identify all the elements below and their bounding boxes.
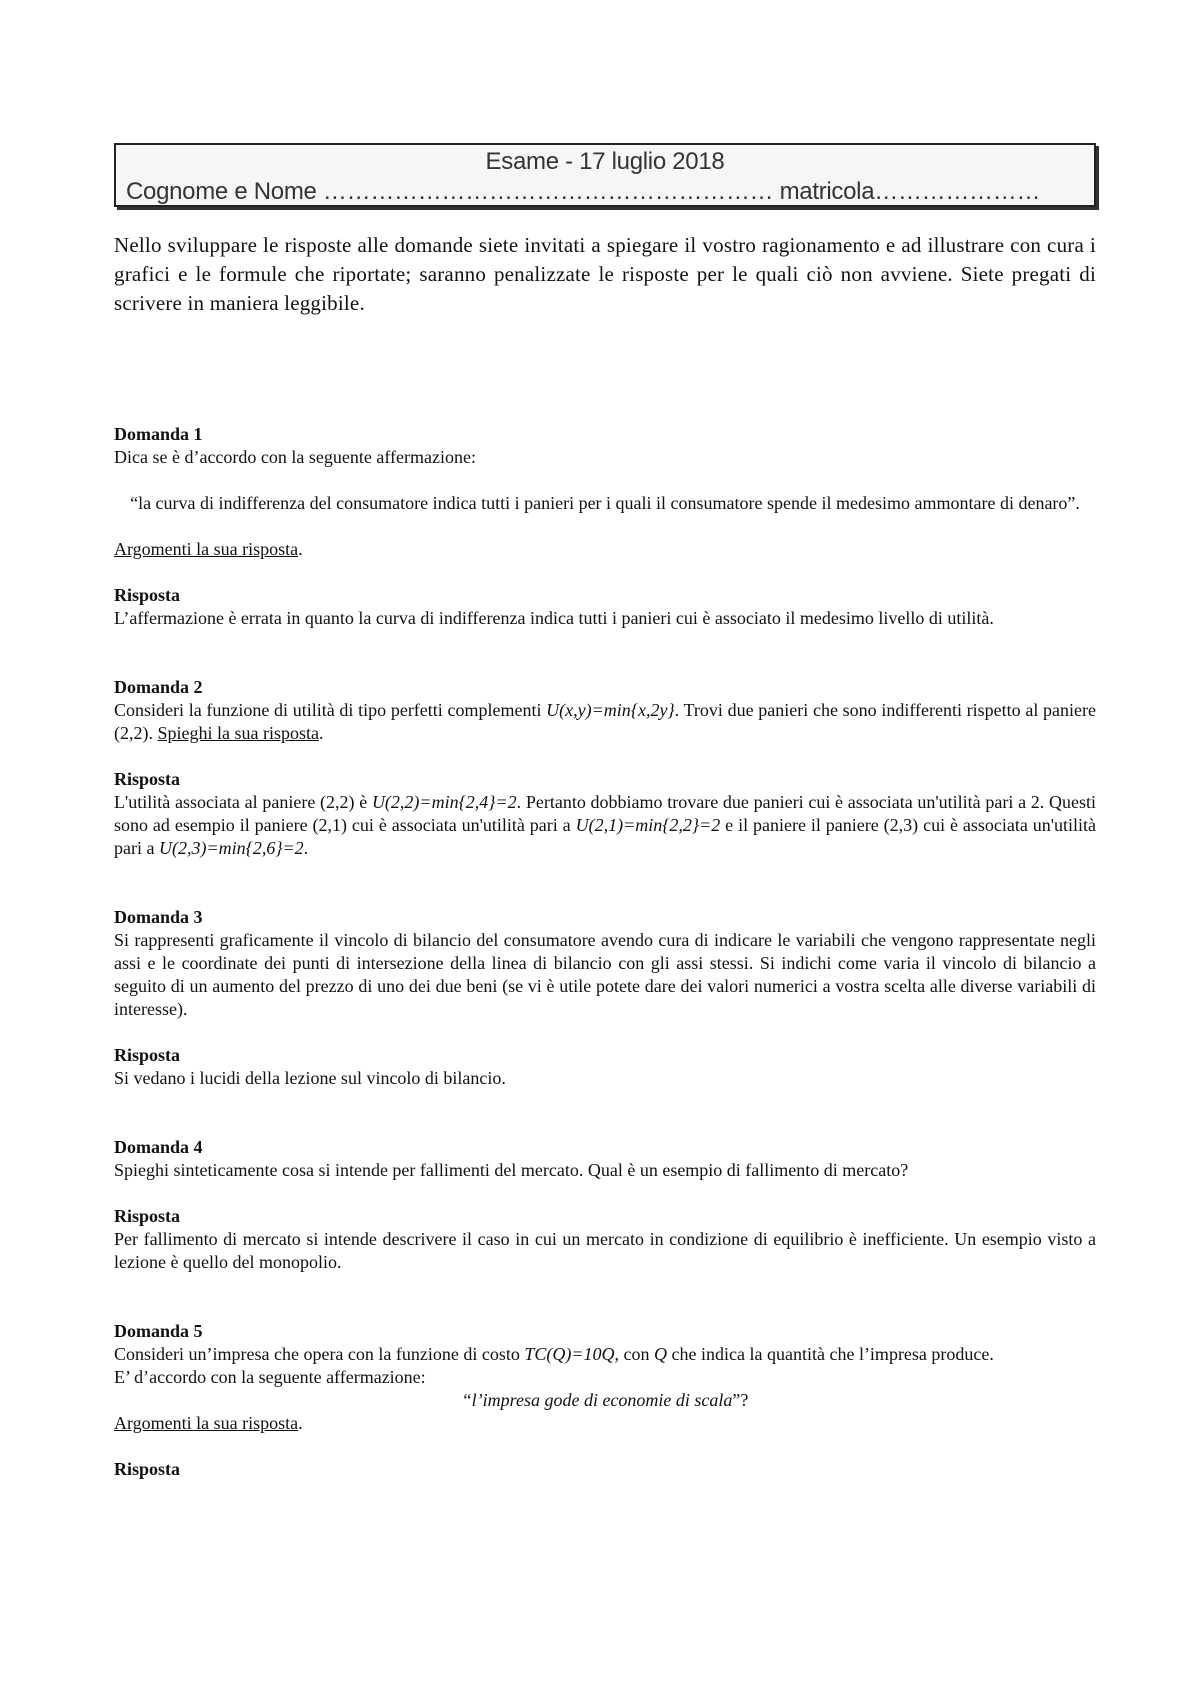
question-1-title: Domanda 1	[114, 424, 203, 444]
question-4-title: Domanda 4	[114, 1137, 203, 1157]
question-2-instruction: Spieghi la sua risposta	[157, 723, 319, 743]
question-2-title: Domanda 2	[114, 677, 203, 697]
question-2-text: Consideri la funzione di utilità di tipo perfetti complementi U(x,y)=min{x,2y}. Trovi due panieri che sono indifferenti rispetto al paniere (2,2). Spieghi la sua risposta.	[114, 700, 1096, 743]
answer-3-title: Risposta	[114, 1045, 181, 1065]
instructions-paragraph: Nello sviluppare le risposte alle domande siete invitati a spiegare il vostro ragionamento e ad illustrare con cura i grafici e le formule che riportate; saranno penalizzate le risposte per le quali ciò non avviene. Siete pregati di scrivere in maniera leggibile.	[114, 233, 1096, 315]
answer-2-text: L'utilità associata al paniere (2,2) è U(2,2)=min{2,4}=2. Pertanto dobbiamo trovare due panieri cui è associata un'utilità pari a 2. Questi sono ad esempio il paniere (2,1) cui è associata un'utilità pari a U(2,1)=min{2,2}=2 e il paniere il paniere (2,3) cui è associata un'utilità pari a U(2,3)=min{2,6}=2.	[114, 792, 1097, 858]
question-5: Domanda 5 Consideri un’impresa che opera con la funzione di costo TC(Q)=10Q, con Q che indica la quantità che l’impresa produce. E’ d’accordo con la seguente affermazione: “l’impresa gode di economie di scala”? Argomenti la sua risposta. Risposta	[114, 1320, 1096, 1481]
question-4-text: Spieghi sinteticamente cosa si intende per fallimenti del mercato. Qual è un esempio di fallimento di mercato?	[114, 1160, 909, 1180]
answer-1-text: L’affermazione è errata in quanto la curva di indifferenza indica tutti i panieri cui è associato il medesimo livello di utilità.	[114, 608, 994, 628]
exam-page	[114, 143, 1096, 1481]
exam-title: Esame - 17 luglio 2018	[485, 148, 725, 175]
cost-function: TC(Q)=10Q	[524, 1344, 615, 1364]
answer-5-title: Risposta	[114, 1459, 181, 1479]
utility-formula: U(x,y)=min{x,2y}	[546, 700, 675, 720]
answer-2-title: Risposta	[114, 769, 181, 789]
answer-4-title: Risposta	[114, 1206, 181, 1226]
question-5-quote: “l’impresa gode di economie di scala”?	[461, 1390, 749, 1410]
question-2	[114, 676, 1096, 860]
name-matricola-line: Cognome e Nome ………………………………………………… matricola…………………	[126, 178, 1041, 205]
question-5-text: Consideri un’impresa che opera con la funzione di costo TC(Q)=10Q, con Q che indica la quantità che l’impresa produce.	[114, 1344, 994, 1364]
answer-4-text: Per fallimento di mercato si intende descrivere il caso in cui un mercato in condizione di equilibrio è inefficiente. Un esempio visto a lezione è quello del monopolio.	[114, 1229, 1096, 1272]
answer-3-text: Si vedano i lucidi della lezione sul vincolo di bilancio.	[114, 1068, 506, 1088]
question-3-title: Domanda 3	[114, 907, 203, 927]
exam-header-box	[114, 143, 1096, 207]
question-3	[114, 906, 1096, 1090]
question-5-title: Domanda 5	[114, 1321, 203, 1341]
question-1-instruction: Argomenti la sua risposta	[114, 539, 299, 559]
question-1: Domanda 1 Dica se è d’accordo con la seguente affermazione: “la curva di indifferenza del consumatore indica tutti i panieri per i quali il consumatore spende il medesimo ammontare di denaro”. Argomenti la sua risposta. Risposta L’affermazione è errata in quanto la curva di indifferenza indica tutti i panieri cui è associato il medesimo livello di utilità.	[114, 423, 1096, 630]
answer-1-title: Risposta	[114, 585, 181, 605]
question-1-quote: “la curva di indifferenza del consumatore indica tutti i panieri per i quali il consumatore spende il medesimo ammontare di denaro”.	[130, 493, 1080, 513]
question-1-text: Dica se è d’accordo con la seguente affermazione:	[114, 447, 476, 467]
question-5-line2: E’ d’accordo con la seguente affermazione:	[114, 1367, 426, 1387]
question-4	[114, 1136, 1096, 1274]
question-5-instruction: Argomenti la sua risposta	[114, 1413, 299, 1433]
question-3-text: Si rappresenti graficamente il vincolo di bilancio del consumatore avendo cura di indicare le variabili che vengono rappresentate negli assi e le coordinate dei punti di intersezione della linea di bilancio con gli assi stessi. Si indichi come varia il vincolo di bilancio a seguito di un aumento del prezzo di uno dei due beni (se vi è utile potete dare dei valori numerici a vostra scelta alle diverse variabili di interesse).	[114, 930, 1096, 1019]
